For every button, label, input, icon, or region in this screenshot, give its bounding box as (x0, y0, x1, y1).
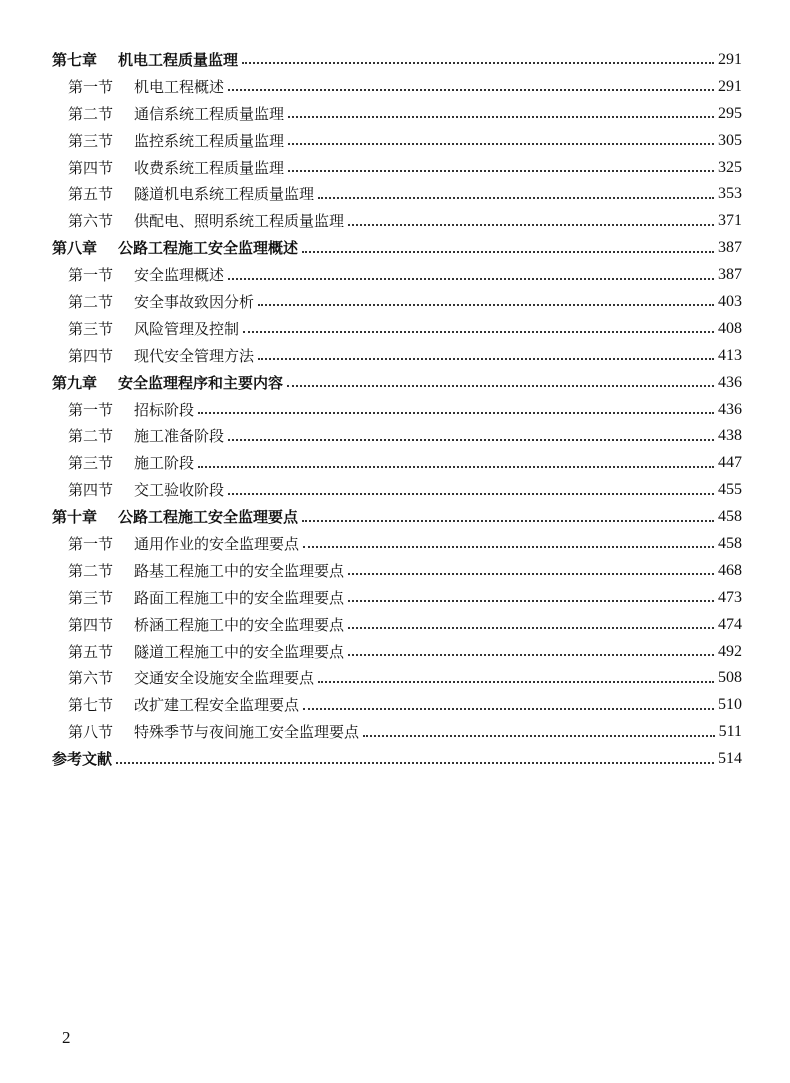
toc-entry-number: 第四节 (68, 615, 114, 634)
toc-entry-page: 295 (718, 104, 742, 122)
toc-entry-title: 路基工程施工中的安全监理要点 (134, 561, 345, 580)
page-number: 2 (62, 1028, 71, 1047)
toc-entry-page: 514 (718, 750, 742, 768)
toc-entry-page: 291 (718, 51, 742, 68)
toc-entry-title: 公路工程施工安全监理要点 (118, 508, 299, 527)
dot-leader (228, 89, 714, 91)
toc-entry-title: 安全事故致因分析 (134, 293, 255, 312)
toc-entry-number: 第一节 (68, 266, 114, 285)
toc-section-row (52, 531, 742, 558)
toc-entry-number: 第六节 (68, 212, 114, 231)
toc-entry-page: 511 (718, 723, 742, 741)
dot-leader (302, 251, 714, 253)
toc-entry-number: 第九章 (52, 373, 98, 392)
toc-section-row (52, 74, 742, 101)
toc-entry-page: 436 (718, 400, 742, 418)
toc-entry-page: 492 (718, 642, 742, 660)
toc-entry-page: 438 (718, 427, 742, 445)
toc-entry-number: 第六节 (68, 669, 114, 688)
dot-leader (348, 600, 714, 602)
toc-section-row (52, 719, 742, 746)
toc-entry-number: 第二节 (68, 104, 114, 123)
toc-entry-page: 455 (718, 481, 742, 499)
toc-entry-number: 第二节 (68, 427, 114, 446)
toc-entry-title: 收费系统工程质量监理 (134, 158, 285, 177)
toc-section-row (52, 128, 742, 155)
dot-leader (287, 385, 714, 387)
dot-leader (228, 439, 714, 441)
toc-entry-title: 供配电、照明系统工程质量监理 (134, 212, 345, 231)
toc-entry-title: 监控系统工程质量监理 (134, 131, 285, 150)
toc-entry-number: 第四节 (68, 481, 114, 500)
dot-leader (198, 466, 714, 468)
toc-entry-title: 桥涵工程施工中的安全监理要点 (134, 615, 345, 634)
dot-leader (348, 573, 714, 575)
dot-leader (303, 546, 714, 548)
toc-entry-page: 508 (718, 669, 742, 687)
toc-entry-number: 第三节 (68, 319, 114, 338)
toc-entry-page: 510 (718, 696, 742, 714)
toc-entry-title: 安全监理概述 (134, 266, 225, 285)
toc-entry-page: 325 (718, 158, 742, 176)
toc-entry-number: 第三节 (68, 588, 114, 607)
toc-chapter-row (52, 370, 742, 397)
toc-section-row (52, 101, 742, 128)
toc-entry-title: 机电工程质量监理 (118, 51, 239, 69)
toc-entry-title: 机电工程概述 (134, 77, 225, 96)
toc-entry-title: 现代安全管理方法 (134, 346, 255, 365)
dot-leader (228, 493, 714, 495)
toc-chapter-row (52, 746, 742, 773)
toc-entry-page: 387 (718, 266, 742, 284)
dot-leader (242, 62, 714, 64)
toc-section-row (52, 181, 742, 208)
dot-leader (288, 116, 714, 118)
toc-section-row (52, 208, 742, 235)
toc-entry-number: 第四节 (68, 346, 114, 365)
dot-leader (243, 331, 714, 333)
toc-section-row (52, 639, 742, 666)
toc-entry-page: 387 (718, 239, 742, 257)
toc-entry-number: 第二节 (68, 293, 114, 312)
dot-leader (363, 735, 715, 737)
toc-entry-number: 第二节 (68, 561, 114, 580)
toc-entry-title: 隧道工程施工中的安全监理要点 (134, 642, 345, 661)
toc-section-row (52, 423, 742, 450)
toc-entry-title: 路面工程施工中的安全监理要点 (134, 588, 345, 607)
toc-section-row (52, 558, 742, 585)
toc-entry-page: 353 (718, 185, 742, 203)
toc-entry-page: 403 (718, 293, 742, 311)
toc-entry-number: 第三节 (68, 454, 114, 473)
toc-entry-title: 通信系统工程质量监理 (134, 104, 285, 123)
toc-entry-number: 第一节 (68, 535, 114, 554)
toc-entry-title: 风险管理及控制 (134, 319, 240, 338)
dot-leader (198, 412, 714, 414)
toc-section-row (52, 665, 742, 692)
toc-entry-page: 408 (718, 319, 742, 337)
toc-entry-page: 458 (718, 535, 742, 553)
toc-section-row (52, 585, 742, 612)
toc-section-row (52, 155, 742, 182)
toc-entry-title: 交通安全设施安全监理要点 (134, 669, 315, 688)
toc-section-row (52, 262, 742, 289)
toc-entry-number: 第七节 (68, 696, 114, 715)
dot-leader (288, 143, 714, 145)
toc-section-row (52, 289, 742, 316)
toc-entry-number: 第十章 (52, 508, 98, 527)
toc-entry-number: 第一节 (68, 77, 114, 96)
toc-entry-title: 通用作业的安全监理要点 (134, 535, 300, 554)
toc-entry-title: 参考文献 (52, 750, 113, 769)
toc-entry-page: 436 (718, 373, 742, 391)
dot-leader (288, 170, 714, 172)
toc-entry-title: 隧道机电系统工程质量监理 (134, 185, 315, 204)
dot-leader (258, 304, 714, 306)
dot-leader (116, 762, 714, 764)
toc-entry-page: 305 (718, 131, 742, 149)
toc-section-row (52, 692, 742, 719)
toc-entry-page: 474 (718, 615, 742, 633)
toc-entry-page: 458 (718, 508, 742, 526)
toc-entry-title: 交工验收阶段 (134, 481, 225, 500)
dot-leader (258, 358, 714, 360)
toc-section-row (52, 450, 742, 477)
dot-leader (302, 520, 714, 522)
toc-entry-title: 改扩建工程安全监理要点 (134, 696, 300, 715)
toc-section-row (52, 316, 742, 343)
toc-entry-number: 第五节 (68, 185, 114, 204)
toc-entry-title: 招标阶段 (134, 400, 195, 419)
toc-section-row (52, 477, 742, 504)
toc-entry-page: 473 (718, 588, 742, 606)
dot-leader (303, 708, 714, 710)
toc-entry-number: 第七章 (52, 51, 98, 69)
dot-leader (228, 278, 714, 280)
toc-entry-number: 第五节 (68, 642, 114, 661)
toc-entry-title: 安全监理程序和主要内容 (118, 373, 284, 392)
toc-entry-number: 第四节 (68, 158, 114, 177)
toc-entry-number: 第八章 (52, 239, 98, 258)
dot-leader (318, 197, 714, 199)
dot-leader (348, 627, 714, 629)
toc-entry-page: 447 (718, 454, 742, 472)
toc-section-row (52, 343, 742, 370)
toc-entry-number: 第八节 (68, 723, 114, 742)
toc-entry-title: 施工准备阶段 (134, 427, 225, 446)
toc-entry-title: 公路工程施工安全监理概述 (118, 239, 299, 258)
table-of-contents (52, 47, 742, 773)
toc-section-row (52, 612, 742, 639)
toc-entry-page: 468 (718, 561, 742, 579)
dot-leader (348, 224, 714, 226)
toc-entry-title: 特殊季节与夜间施工安全监理要点 (134, 723, 360, 742)
toc-entry-number: 第一节 (68, 400, 114, 419)
toc-entry-number: 第三节 (68, 131, 114, 150)
dot-leader (348, 654, 714, 656)
toc-chapter-row (52, 504, 742, 531)
toc-chapter-row (52, 47, 742, 74)
toc-entry-title: 施工阶段 (134, 454, 195, 473)
toc-chapter-row (52, 235, 742, 262)
toc-entry-page: 413 (718, 346, 742, 364)
toc-entry-page: 371 (718, 212, 742, 230)
toc-section-row (52, 397, 742, 424)
toc-entry-page: 291 (718, 77, 742, 95)
dot-leader (318, 681, 714, 683)
